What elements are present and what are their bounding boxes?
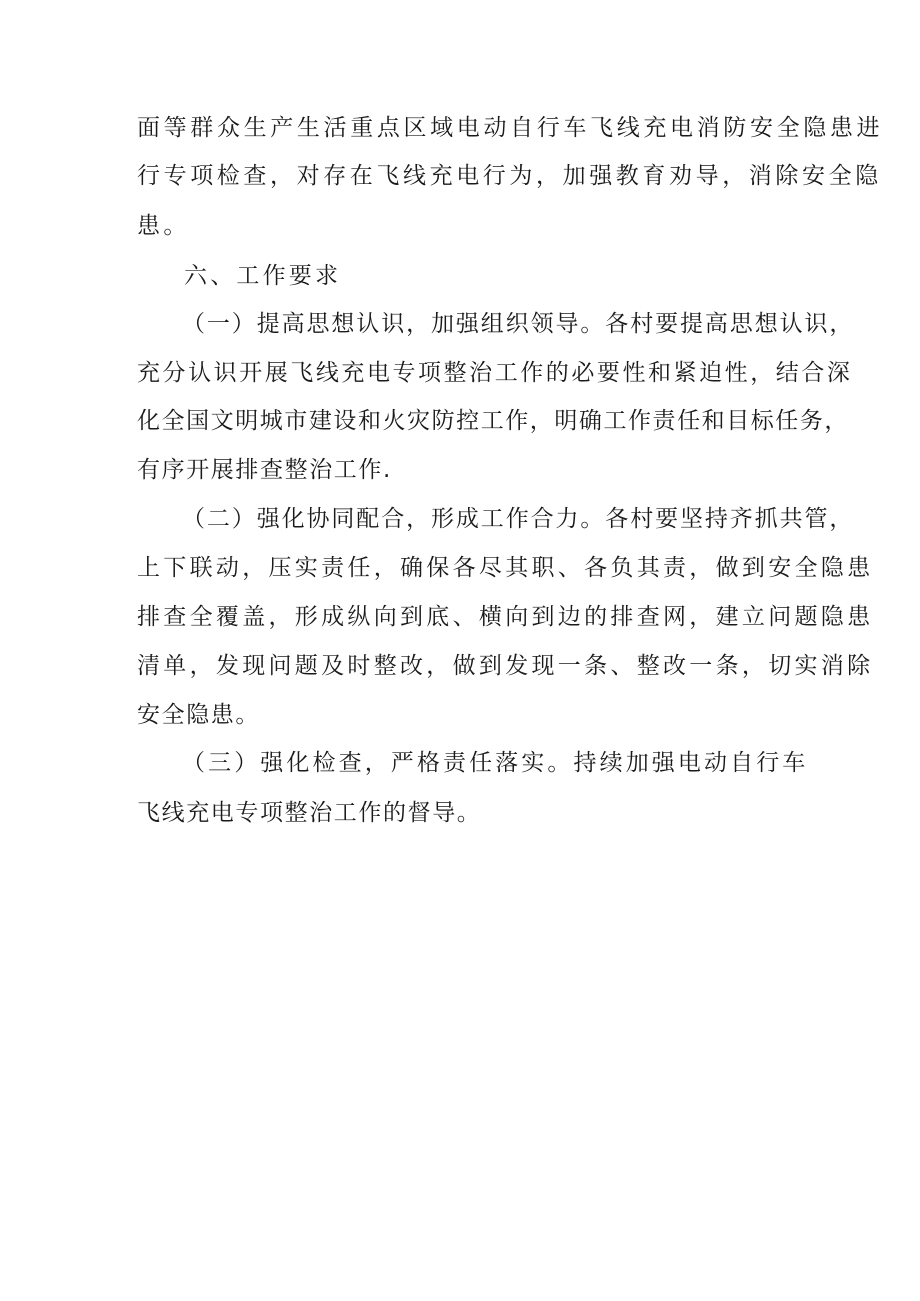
paragraph-line: 上下联动，压实责任，确保各尽其职、各负其责，做到安全隐患 <box>137 555 874 581</box>
paragraph-line: 有序开展排查整治工作. <box>137 457 392 483</box>
paragraph-line: 安全隐患。 <box>137 702 260 728</box>
paragraph-line: （三）强化检查，严格责任落实。持续加强电动自行车 <box>182 750 809 776</box>
paragraph-line: 清单，发现问题及时整改，做到发现一条、整改一条，切实消除 <box>137 653 874 679</box>
section-heading: 六、工作要求 <box>184 263 342 289</box>
paragraph-line: 化全国文明城市建设和火灾防控工作，明确工作责任和目标任务， <box>137 408 849 434</box>
paragraph-line: （二）强化协同配合，形成工作合力。各村要坚持齐抓共管， <box>182 506 855 532</box>
paragraph-line: 面等群众生产生活重点区域电动自行车飞线充电消防安全隐患进 <box>137 115 884 141</box>
paragraph-line: 飞线充电专项整治工作的督导。 <box>137 800 482 826</box>
paragraph-line: （一）提高思想认识，加强组织领导。各村要提高思想认识， <box>182 311 855 337</box>
paragraph-line: 充分认识开展飞线充电专项整治工作的必要性和紧迫性，结合深 <box>137 360 853 386</box>
paragraph-line: 排查全覆盖，形成纵向到底、横向到边的排查网，建立问题隐患 <box>137 604 874 630</box>
paragraph-line: 行专项检查，对存在飞线充电行为，加强教育劝导，消除安全隐 <box>137 163 882 189</box>
paragraph-line: 患。 <box>137 213 190 239</box>
